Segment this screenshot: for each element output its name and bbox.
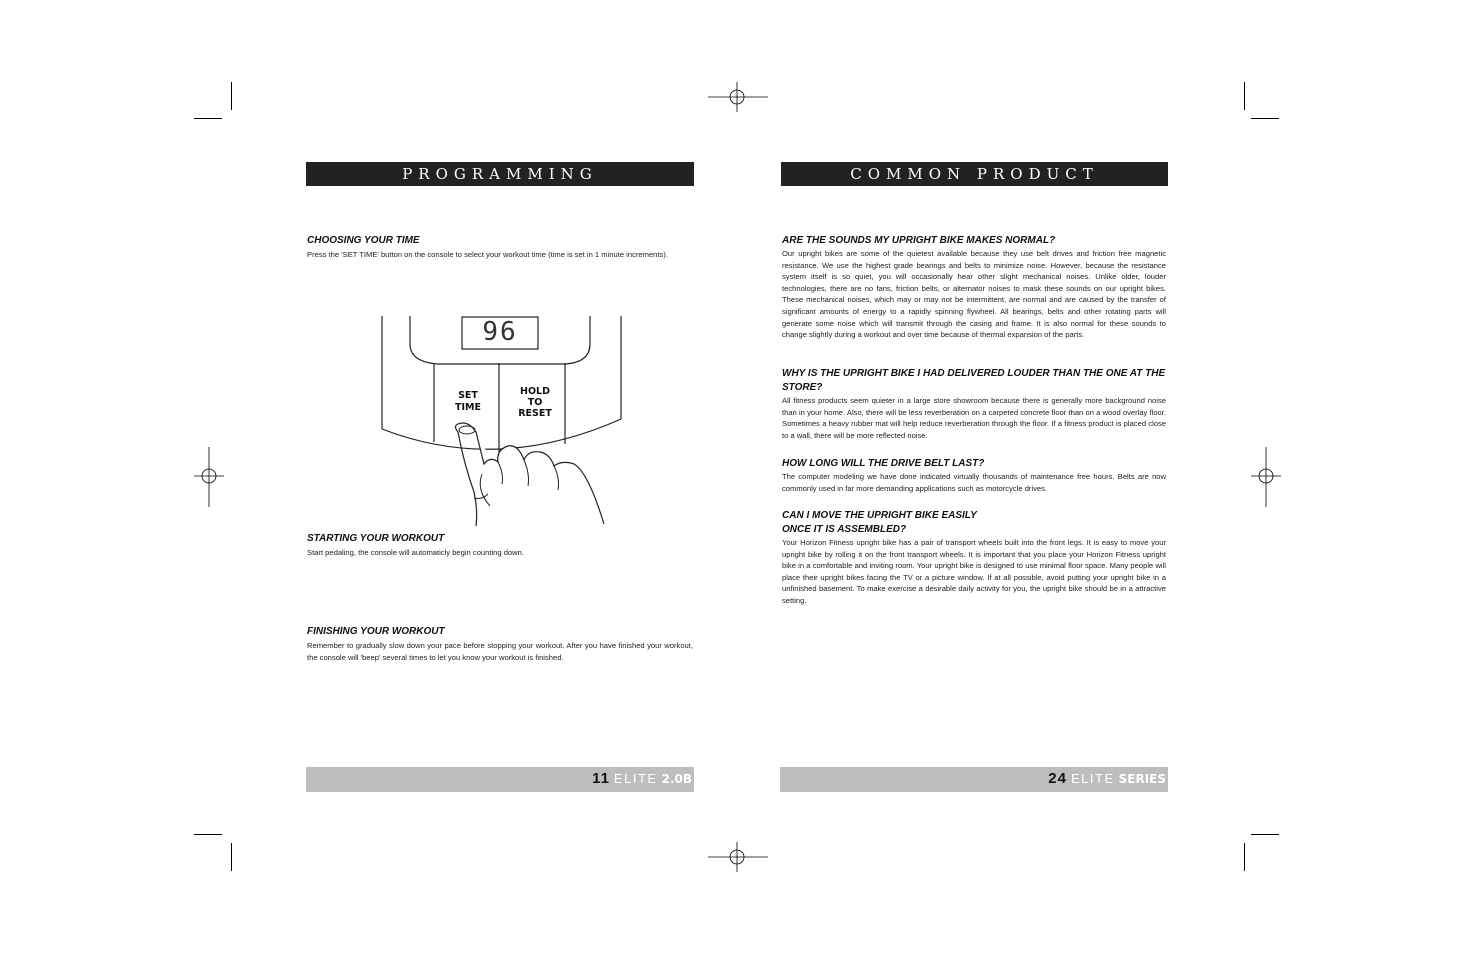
section-heading: CHOOSING YOUR TIME <box>307 235 420 246</box>
registration-mark-icon <box>1251 447 1281 507</box>
registration-mark-icon <box>708 82 768 112</box>
footer-brand: ELITE <box>613 771 658 786</box>
question-answer: All fitness products seem quieter in a large store showroom because there is generally more background noise than in your home. Also, there will be less reverberation on a carpeted concrete floor than on a wood overlay floor. Sometimes a heavy rubber mat will help reduce reverberation through the floor. If a fitness product is placed close to a wall, there will be more reflected noise. <box>782 396 1166 440</box>
question-heading: CAN I MOVE THE UPRIGHT BIKE EASILY ONCE IT IS ASSEMBLED? <box>782 510 977 535</box>
page-number: 24 <box>1048 770 1067 787</box>
question-answer: The computer modeling we have done indicated virtually thousands of maintenance free hours. Belts are now commonly used in far more demanding applications such as motorcycle drives. <box>782 472 1166 493</box>
question-heading: HOW LONG WILL THE DRIVE BELT LAST? <box>782 458 985 469</box>
crop-mark <box>194 118 222 119</box>
page-number: 11 <box>592 770 610 787</box>
footer-brand: ELITE <box>1070 771 1115 786</box>
crop-mark <box>1251 834 1279 835</box>
section-title-bar: PROGRAMMING <box>306 162 694 186</box>
set-time-button: SET TIME <box>455 390 481 413</box>
section-heading: FINISHING YOUR WORKOUT <box>307 626 445 637</box>
crop-mark <box>1251 118 1279 119</box>
crop-mark <box>231 843 232 871</box>
hold-to-reset-button: HOLD TO RESET <box>518 386 552 419</box>
question-heading: WHY IS THE UPRIGHT BIKE I HAD DELIVERED LOUDER THAN THE ONE AT THE STORE? <box>782 368 1166 393</box>
registration-mark-icon <box>194 447 224 507</box>
footer-model: SERIES <box>1118 772 1166 786</box>
page-footer <box>306 767 694 792</box>
section-body: Remember to gradually slow down your pace before stopping your workout. After you have finished your workout, the console will 'beep' several times to let you know your workout is finished. <box>307 641 693 662</box>
crop-mark <box>1244 843 1245 871</box>
section-body: Start pedaling, the console will automaticly begin counting down. <box>307 548 524 557</box>
section-heading: STARTING YOUR WORKOUT <box>307 533 445 544</box>
section-body: Press the 'SET TIME' button on the console to select your workout time (time is set in 1 minute increments). <box>307 250 668 259</box>
section-title-bar: COMMON PRODUCT QUESTIONS <box>781 162 1168 186</box>
footer-model: 2.0B <box>661 772 692 786</box>
question-answer: Your Horizon Fitness upright bike has a pair of transport wheels built into the front legs. It is easy to move your upright bike by rolling it on the front transport wheels. It is important that you place your Horizon Fitness upright bike in a comfortable and inviting room. Your upright bike is designed to use minimal floor space. Many people will place their upright bikes facing the TV or a picture window. If at all possible, avoid putting your upright bike in a unfinished basement. To make exercise a desirable daily activity for you, the upright bike should be in a attractive setting. <box>782 538 1166 605</box>
question-answer: Our upright bikes are some of the quietest available because they use belt drives and friction free magnetic resistance. We use the highest grade bearings and belts to minimize noise. However, because the resistance system itself is so quiet, you will occasionally hear other slight mechanical noises. Unlike older, louder technologies, there are no fans, friction belts, or alternator noises to mask these sounds on our upright bikes. These mechanical noises, which may or may not be intermittent, are normal and are caused by the transfer of significant amounts of energy to a rapidly spinning flywheel. All bearings, belts and other rotating parts will generate some noise which will transmit through the casing and frame. It is also normal for these sounds to change slightly during a workout and over time because of thermal expansion of the parts. <box>782 249 1166 340</box>
question-heading: ARE THE SOUNDS MY UPRIGHT BIKE MAKES NORMAL? <box>782 235 1056 246</box>
page-footer <box>780 767 1168 792</box>
crop-mark <box>231 82 232 110</box>
registration-mark-icon <box>708 842 768 872</box>
lcd-display-value: 96 <box>482 317 518 347</box>
crop-mark <box>1244 82 1245 110</box>
crop-mark <box>194 834 222 835</box>
